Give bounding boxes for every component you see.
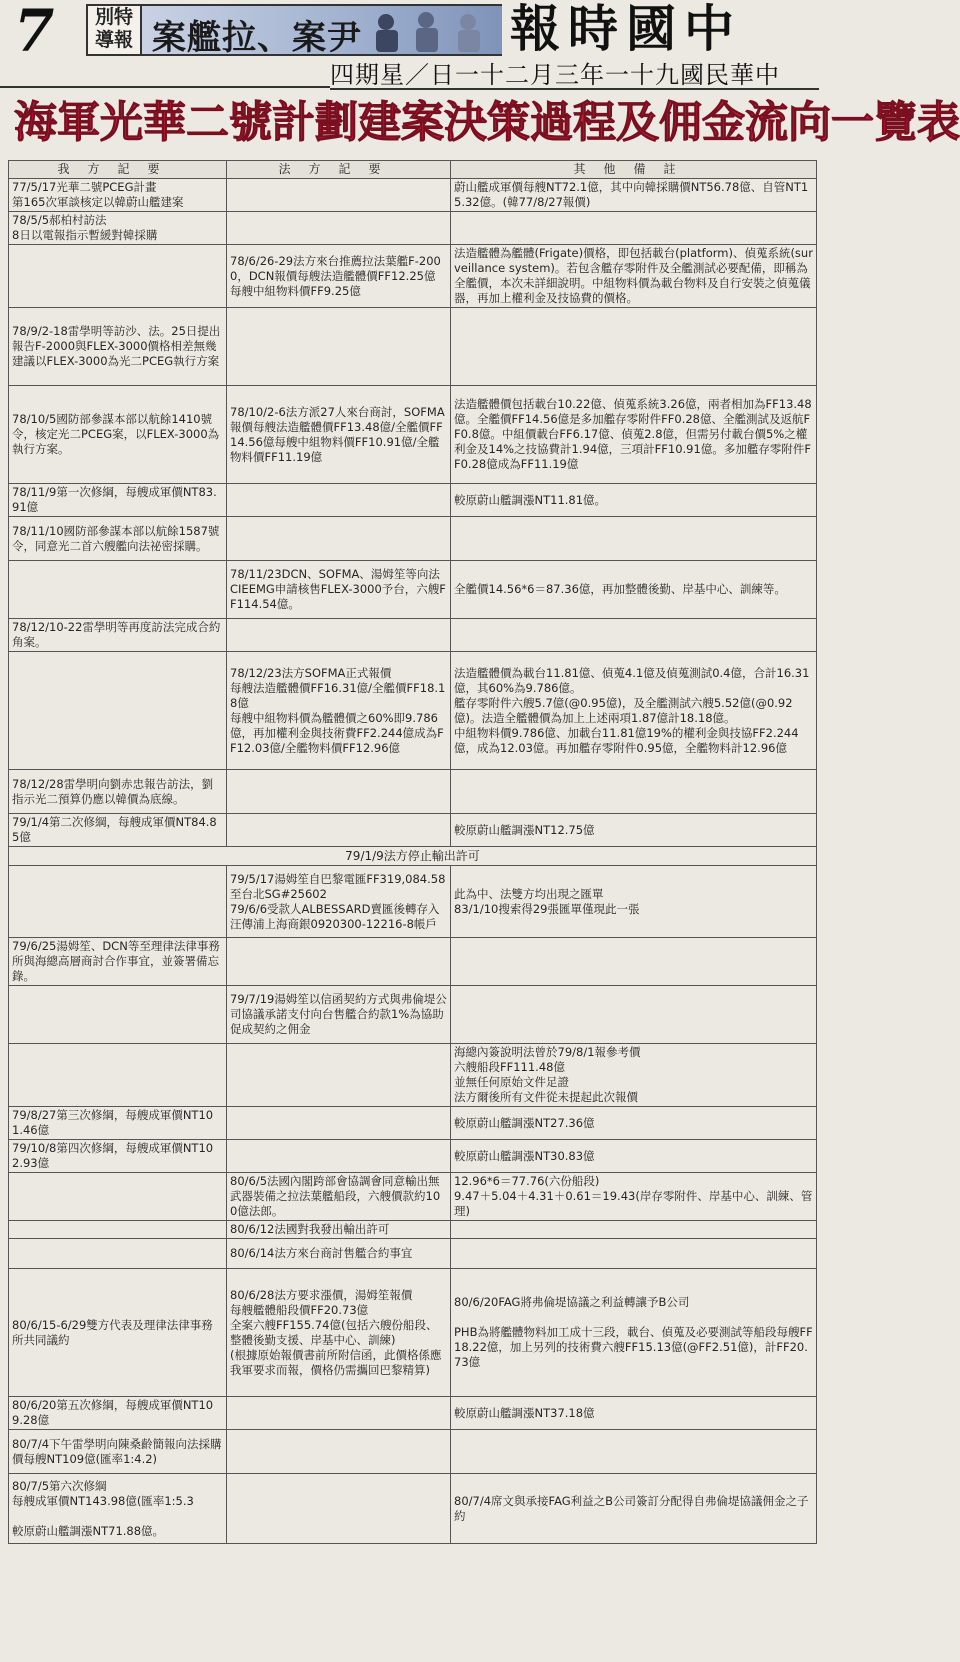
cell-our-side — [9, 561, 227, 619]
cell-other-notes: 全艦價14.56*6＝87.36億，再加整體後勤、岸基中心、訓練等。 — [451, 561, 817, 619]
table-row — [9, 484, 817, 517]
table-row — [9, 770, 817, 814]
table-row — [9, 179, 817, 212]
article-headline: 海軍光華二號計劃建案決策過程及佣金流向一覽表 — [14, 98, 960, 148]
cell-french-side: 80/6/14法方來台商討售艦合約事宜 — [227, 1239, 451, 1269]
header-our-side: 我方記要 — [9, 161, 227, 179]
table-body — [9, 179, 817, 1544]
table-header-row — [9, 161, 817, 179]
cell-other-notes: 較原蔚山艦調漲NT11.81億。 — [451, 484, 817, 517]
cell-other-notes — [451, 1239, 817, 1269]
cell-other-notes: 80/6/20FAG將弗倫堤協議之利益轉讓予B公司 PHB為將艦體物料加工成十三段，載台、偵蒐及必要測試等船段每艘FF18.22億，加上另列的技術費六艘FF15.13億(@FF2.51億)，計FF20.73億 — [451, 1269, 817, 1397]
cell-other-notes — [451, 986, 817, 1044]
cell-other-notes: 法造艦體價為載台11.81億、偵蒐4.1億及偵蒐測試0.4億，合計16.31億，其60%為9.786億。 艦存零附件六艘5.7億(@0.95億)，及全艦測試六艘5.52億(@0.92億)。法造全艦體價為加上上述兩項1.87億計18.18億。 中組物料價9.786億、加載台11.81億19%的權利金與技協FF2.244億，成為12.03億。再加艦存零附件0.95億，全艦物料計12.96億 — [451, 652, 817, 770]
table-row — [9, 308, 817, 386]
cell-our-side: 77/5/17光華二號PCEG計畫 第165次軍談核定以韓蔚山艦建案 — [9, 179, 227, 212]
cell-our-side: 78/10/5國防部參謀本部以航餘1410號令，核定光二PCEG案，以FLEX-3000為執行方案。 — [9, 386, 227, 484]
cell-french-side: 79/5/17湯姆笙自巴黎電匯FF319,084.58至台北SG#25602 79/6/6受款人ALBESSARD賣匯後轉存入 汪傳浦上海商銀0920300-12216-8帳戶 — [227, 866, 451, 938]
cell-other-notes — [451, 770, 817, 814]
cell-french-side — [227, 212, 451, 245]
cell-other-notes: 法造艦體價包括載台10.22億、偵蒐系統3.26億，兩者相加為FF13.48億。全艦價FF14.56億是多加艦存零附件FF0.28億、全艦測試及返航FF0.8億。中組價載台FF6.17億、偵蒐2.8億，但需另付載台價5%之權利金及14%之技協費計1.94億，三項計FF10.91億。多加艦存零附件FF0.28億成為FF11.19億 — [451, 386, 817, 484]
cell-french-side: 78/10/2-6法方派27人來台商討，SOFMA報價每艘法造艦體價FF13.48億/全艦價FF14.56億每艘中組物料價FF10.91億/全艦物料價FF11.19億 — [227, 386, 451, 484]
cell-french-side — [227, 1044, 451, 1107]
cell-our-side: 79/6/25湯姆笙、DCN等至理律法律事務所與海總高層商討合作事宜，並簽署備忘錄。 — [9, 938, 227, 986]
special-line-2: 導報 — [94, 29, 133, 51]
header-other-notes: 其他備註 — [451, 161, 817, 179]
cell-french-side — [227, 938, 451, 986]
cell-french-side: 79/7/19湯姆笙以信函契約方式與弗倫堤公司協議承諾支付向台售艦合約款1%為協助促成契約之佣金 — [227, 986, 451, 1044]
table-row — [9, 245, 817, 308]
cell-our-side — [9, 652, 227, 770]
cell-french-side — [227, 1107, 451, 1140]
cell-french-side — [227, 619, 451, 652]
cell-french-side: 80/6/5法國內閣跨部會協調會同意輸出無武器裝備之拉法葉艦船段，六艘價款約100億法郎。 — [227, 1173, 451, 1221]
cell-our-side: 79/10/8第四次修綱，每艘成軍價NT102.93億 — [9, 1140, 227, 1173]
cell-other-notes: 較原蔚山艦調漲NT12.75億 — [451, 814, 817, 847]
cell-other-notes — [451, 1430, 817, 1474]
table-row — [9, 1397, 817, 1430]
cell-french-side — [227, 814, 451, 847]
cell-our-side: 79/1/4第二次修綱，每艘成軍價NT84.85億 — [9, 814, 227, 847]
cell-other-notes: 較原蔚山艦調漲NT30.83億 — [451, 1140, 817, 1173]
cell-french-side: 78/11/23DCN、SOFMA、湯姆笙等向法CIEEMG申請核售FLEX-3000予台，六艘FF114.54億。 — [227, 561, 451, 619]
cell-our-side — [9, 1173, 227, 1221]
cell-other-notes: 蔚山艦成軍價每艘NT72.1億，其中向韓採購價NT56.78億、自管NT15.32億。(韓77/8/27報價) — [451, 179, 817, 212]
cell-other-notes: 海總內簽說明法曾於79/8/1報參考價 六艘船段FF111.48億 並無任何原始文件足證 法方爾後所有文件從未提起此次報價 — [451, 1044, 817, 1107]
cell-other-notes — [451, 308, 817, 386]
table-row — [9, 1221, 817, 1239]
cell-french-side — [227, 1430, 451, 1474]
cell-other-notes — [451, 212, 817, 245]
table-row — [9, 814, 817, 847]
table-row — [9, 986, 817, 1044]
banner-text: 案艦拉、案尹 — [152, 18, 362, 58]
cell-our-side — [9, 986, 227, 1044]
header-rule — [0, 86, 330, 88]
cell-our-side: 78/12/10-22雷學明等再度訪法完成合約角案。 — [9, 619, 227, 652]
cell-french-side — [227, 517, 451, 561]
masthead — [0, 0, 819, 65]
cell-our-side: 80/6/20第五次修綱，每艘成軍價NT109.28億 — [9, 1397, 227, 1430]
table-row — [9, 619, 817, 652]
cell-french-side: 80/6/28法方要求漲價，湯姆笙報價 每艘艦體船段價FF20.73億 全案六艘FF155.74億(包括六艘份船段、整體後勤支援、岸基中心、訓練) (根據原始報價書前所附信函，此價格係應我軍要求而報，價格仍需攜回巴黎精算) — [227, 1269, 451, 1397]
topic-banner — [142, 4, 502, 56]
table-row — [9, 386, 817, 484]
cell-other-notes — [451, 1221, 817, 1239]
cell-our-side — [9, 1239, 227, 1269]
cell-other-notes: 12.96*6＝77.76(六份船段) 9.47＋5.04＋4.31＋0.61＝19.43(岸存零附件、岸基中心、訓練、管理) — [451, 1173, 817, 1221]
table-row — [9, 1140, 817, 1173]
cell-our-side: 78/12/28雷學明向劉赤忠報告訪法，劉指示光二預算仍應以韓價為底線。 — [9, 770, 227, 814]
cell-french-side: 78/12/23法方SOFMA正式報價 每艘法造艦體價FF16.31億/全艦價FF18.18億 每艘中組物料價為艦體價之60%即9.786億，再加權利金與技術費FF2.244億成為FF12.03億/全艦物料價FF12.96億 — [227, 652, 451, 770]
table-row — [9, 1269, 817, 1397]
header-french-side: 法方記要 — [227, 161, 451, 179]
cell-french-side — [227, 1397, 451, 1430]
issue-date: 四期星／日一十二月三年一十九國民華中 — [330, 62, 819, 90]
cell-our-side: 78/5/5郝柏村訪法 8日以電報指示暫緩對韓採購 — [9, 212, 227, 245]
special-report-box — [86, 4, 142, 56]
cell-french-side — [227, 484, 451, 517]
cell-french-side: 78/6/26-29法方來台推薦拉法葉艦F-2000，DCN報價每艘法造艦體價FF12.25億 每艘中組物料價FF9.25億 — [227, 245, 451, 308]
table-row — [9, 1107, 817, 1140]
table-row — [9, 517, 817, 561]
table-row — [9, 1239, 817, 1269]
cell-other-notes: 較原蔚山艦調漲NT37.18億 — [451, 1397, 817, 1430]
table-row — [9, 938, 817, 986]
table-row — [9, 212, 817, 245]
cell-our-side: 80/7/4下午雷學明向陳桑齡簡報向法採購價每艘NT109億(匯率1:4.2) — [9, 1430, 227, 1474]
cell-other-notes — [451, 619, 817, 652]
cell-other-notes: 較原蔚山艦調漲NT27.36億 — [451, 1107, 817, 1140]
table-row — [9, 1173, 817, 1221]
cell-our-side — [9, 245, 227, 308]
newspaper-name: 報時國中 — [510, 0, 742, 58]
table-row — [9, 866, 817, 938]
cell-french-side — [227, 308, 451, 386]
table-row — [9, 1044, 817, 1107]
cell-other-notes: 此為中、法雙方均出現之匯單 83/1/10搜索得29張匯單僅現此一張 — [451, 866, 817, 938]
table-cell-full-width: 79/1/9法方停止輸出許可 — [9, 847, 817, 866]
cell-our-side — [9, 866, 227, 938]
cell-french-side — [227, 1474, 451, 1544]
special-line-1: 別特 — [94, 6, 133, 28]
cell-french-side — [227, 179, 451, 212]
cell-our-side — [9, 1044, 227, 1107]
timeline-table — [8, 160, 817, 1544]
cell-our-side — [9, 1221, 227, 1239]
cell-our-side: 80/7/5第六次修綱 每艘成軍價NT143.98億(匯率1:5.3 較原蔚山艦調漲NT71.88億。 — [9, 1474, 227, 1544]
cell-other-notes — [451, 938, 817, 986]
cell-french-side — [227, 1140, 451, 1173]
cell-our-side: 78/9/2-18雷學明等訪沙、法。25日提出報告F-2000與FLEX-3000價格相差無幾 建議以FLEX-3000為光二PCEG執行方案 — [9, 308, 227, 386]
table-row — [9, 652, 817, 770]
table-row — [9, 1430, 817, 1474]
table-row — [9, 1474, 817, 1544]
table-row — [9, 561, 817, 619]
cell-our-side: 78/11/9第一次修綱，每艘成軍價NT83.91億 — [9, 484, 227, 517]
cell-other-notes — [451, 517, 817, 561]
cell-our-side: 78/11/10國防部參謀本部以航餘1587號令，同意光二首六艘艦向法祕密採購。 — [9, 517, 227, 561]
cell-french-side: 80/6/12法國對我發出輸出許可 — [227, 1221, 451, 1239]
cell-other-notes: 法造艦體為艦體(Frigate)價格，即包括載台(platform)、偵蒐系統(surveillance system)。若包含艦存零附件及全艦測試必要配備，即稱為全艦價，本次未詳細說明。中組物料價為載台物料及自行安裝之偵蒐儀器，再加上權利金及技協費的價格。 — [451, 245, 817, 308]
cell-our-side: 79/8/27第三次修綱，每艘成軍價NT101.46億 — [9, 1107, 227, 1140]
banner-illustration-icon — [364, 8, 494, 52]
table-row — [9, 847, 817, 866]
cell-other-notes: 80/7/4席文與承接FAG利益之B公司簽訂分配得自弗倫堤協議佣金之子約 — [451, 1474, 817, 1544]
page-number: 7 — [14, 0, 55, 65]
cell-our-side: 80/6/15-6/29雙方代表及理律法律事務所共同議約 — [9, 1269, 227, 1397]
cell-french-side — [227, 770, 451, 814]
